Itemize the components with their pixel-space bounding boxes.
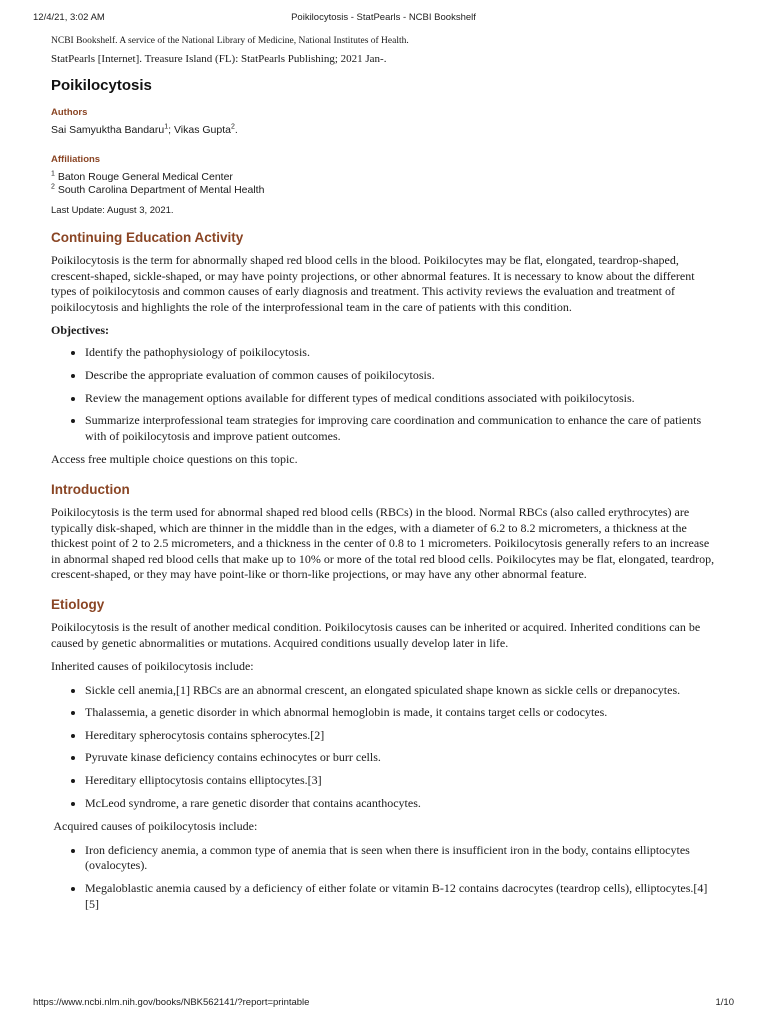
ncbi-notice: NCBI Bookshelf. A service of the National Library of Medicine, National Institutes of Health. bbox=[51, 36, 409, 46]
acquired-intro: Acquired causes of poikilocytosis include: bbox=[51, 819, 258, 834]
section-heading-introduction: Introduction bbox=[51, 481, 130, 497]
print-footer bbox=[33, 997, 734, 1011]
inherited-intro: Inherited causes of poikilocytosis include: bbox=[51, 659, 254, 674]
list-item: • Describe the appropriate evaluation of common causes of poikilocytosis. bbox=[85, 368, 719, 384]
affiliation-text: South Carolina Department of Mental Health bbox=[54, 184, 265, 196]
authors-heading: Authors bbox=[51, 107, 88, 118]
affiliations-section bbox=[51, 154, 719, 197]
list-item: • Hereditary elliptocytosis contains elliptocytes.[3] bbox=[85, 773, 719, 789]
acquired-list bbox=[51, 843, 719, 912]
access-mcq-link[interactable]: Access free multiple choice questions on this topic. bbox=[51, 452, 298, 467]
affiliation-item bbox=[51, 184, 719, 197]
affiliation-item bbox=[51, 171, 719, 184]
affiliation-text: Baton Rouge General Medical Center bbox=[54, 171, 233, 183]
objectives-list bbox=[51, 345, 719, 444]
author-affil-sup: 1 bbox=[164, 123, 169, 131]
list-item: • Identify the pathophysiology of poikilocytosis. bbox=[85, 345, 719, 361]
authors-line bbox=[51, 124, 719, 137]
list-item: • Thalassemia, a genetic disorder in which abnormal hemoglobin is made, it contains target cells or codocytes. bbox=[85, 705, 719, 721]
print-datetime: 12/4/21, 3:02 AM bbox=[33, 12, 105, 23]
author-separator: ; bbox=[168, 124, 174, 136]
author-end: . bbox=[234, 124, 238, 136]
affiliation-sup: 2 bbox=[51, 183, 55, 191]
author-affil-sup: 2 bbox=[231, 123, 235, 131]
introduction-paragraph: Poikilocytosis is the term used for abnormal shaped red blood cells (RBCs) in the blood. Normal RBCs (also called erythrocytes) are typically disk-shaped, which are thinner in the middle than in the edges, with a diameter of 6.2 to 8.2 micrometers, a thickness at the thickest point of 2 to 2.5 micrometers, and a thickness in the center of 0.8 to 1 micrometers. Poikilocytosis generally refers to an increase in abnormal shaped red blood cells that make up to 10% or more of the total red blood cells. Poikilocytes may be flat, elongated, teardrop, crescent-shaped, or they may have point-like or thorn-like projections, or may have any other abnormal feature. bbox=[51, 504, 715, 582]
document-content bbox=[51, 36, 719, 920]
cea-paragraph: Poikilocytosis is the term for abnormally shaped red blood cells in the blood. Poikilocytes may be flat, elongated, teardrop-shaped, crescent-shaped, sickle-shaped, or may have pointy projections, or other abnormal features. It is necessary to know about the different types of poikilocytosis and common causes of early diagnosis and treatment. This activity reviews the evaluation and treatment of poikilocytosis and highlights the role of the interprofessional team in the care of patients with this condition. bbox=[51, 253, 695, 314]
objectives-label: Objectives: bbox=[51, 323, 109, 338]
list-item: • Hereditary spherocytosis contains spherocytes.[2] bbox=[85, 728, 719, 744]
affiliation-sup: 1 bbox=[51, 170, 55, 178]
etiology-paragraph: Poikilocytosis is the result of another medical condition. Poikilocytosis causes can be inherited or acquired. Inherited conditions can be caused by genetic abnormalities or mutations. Acquired conditions usually develop later in life. bbox=[51, 619, 701, 650]
print-page-number: 1/10 bbox=[715, 997, 734, 1008]
citation: StatPearls [Internet]. Treasure Island (FL): StatPearls Publishing; 2021 Jan-. bbox=[51, 53, 387, 65]
list-item: • McLeod syndrome, a rare genetic disorder that contains acanthocytes. bbox=[85, 796, 719, 812]
print-url: https://www.ncbi.nlm.nih.gov/books/NBK562141/?report=printable bbox=[33, 997, 310, 1008]
list-item: • Summarize interprofessional team strategies for improving care coordination and communication to enhance the care of patients with of poikilocytosis and improve patient outcomes. bbox=[85, 413, 719, 444]
print-header bbox=[33, 12, 734, 26]
authors-section bbox=[51, 107, 719, 137]
list-item: • Iron deficiency anemia, a common type of anemia that is seen when there is insufficient iron in the body, contains elliptocytes (ovalocytes). bbox=[85, 843, 719, 874]
author-link[interactable]: Vikas Gupta bbox=[173, 124, 231, 136]
print-page-title: Poikilocytosis - StatPearls - NCBI Bookshelf bbox=[291, 12, 476, 23]
list-item: • Megaloblastic anemia caused by a deficiency of either folate or vitamin B-12 contains dacrocytes (teardrop cells), elliptocytes.[4][5] bbox=[85, 881, 719, 912]
inherited-list bbox=[51, 683, 719, 812]
last-update: Last Update: August 3, 2021. bbox=[51, 205, 174, 216]
list-item: • Pyruvate kinase deficiency contains echinocytes or burr cells. bbox=[85, 750, 719, 766]
section-heading-cea: Continuing Education Activity bbox=[51, 230, 244, 245]
list-item: • Sickle cell anemia,[1] RBCs are an abnormal crescent, an elongated spiculated shape known as sickle cells or drepanocytes. bbox=[85, 683, 719, 699]
list-item: • Review the management options available for different types of medical conditions associated with poikilocytosis. bbox=[85, 391, 719, 407]
section-heading-etiology: Etiology bbox=[51, 596, 105, 612]
affiliations-heading: Affiliations bbox=[51, 154, 101, 165]
page-title: Poikilocytosis bbox=[51, 77, 152, 94]
author-link[interactable]: Sai Samyuktha Bandaru bbox=[51, 124, 165, 136]
